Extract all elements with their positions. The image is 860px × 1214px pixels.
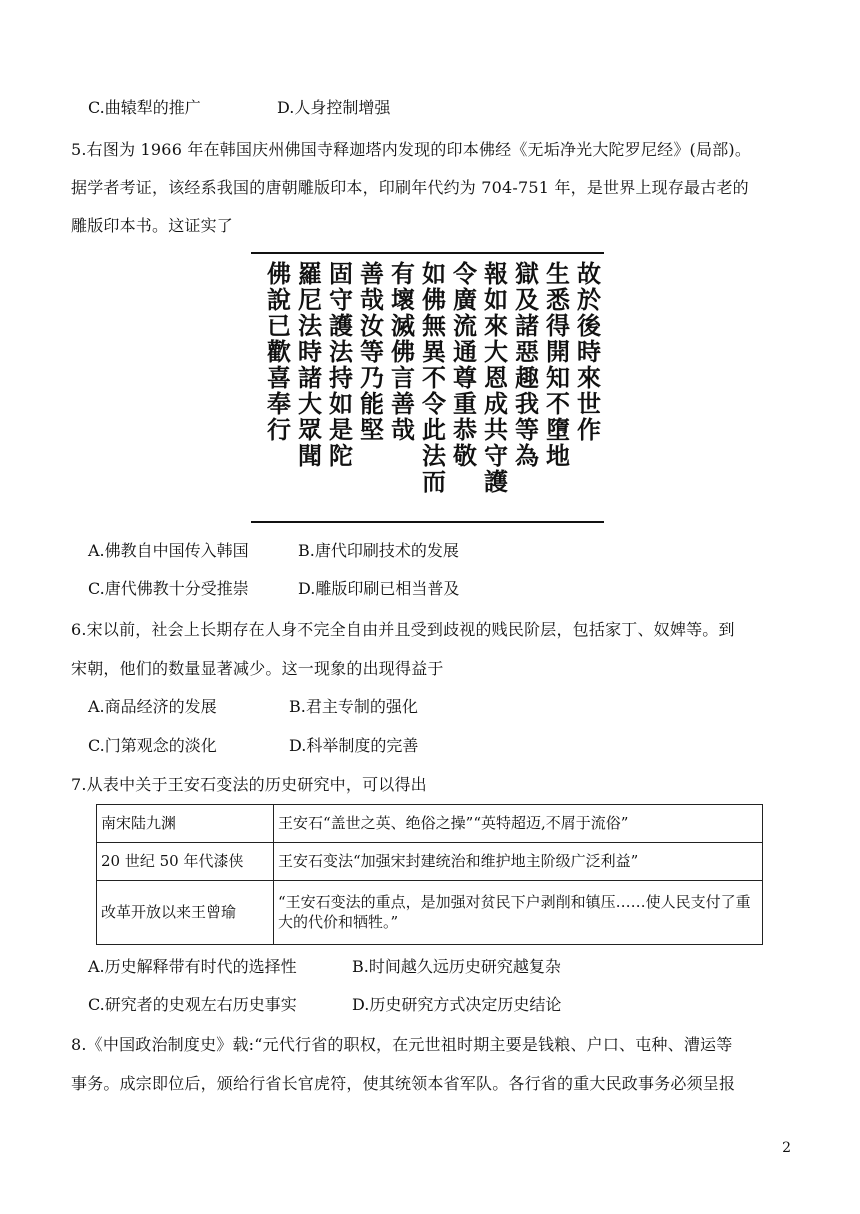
scripture-column xyxy=(577,259,602,444)
q6-option-a: A.商品经济的发展 xyxy=(88,697,217,716)
scripture-character: 善 xyxy=(391,389,415,418)
scripture-character: 不 xyxy=(422,363,446,392)
scripture-character: 於 xyxy=(577,285,601,314)
q5-stem-line2: 据学者考证，该经系我国的唐朝雕版印本，印刷年代约为 704-751 年，是世界上现存最古老的 xyxy=(71,178,749,197)
scripture-bottom-rule xyxy=(251,521,604,523)
scripture-character: 諸 xyxy=(515,311,539,340)
q6-option-b: B.君主专制的强化 xyxy=(289,697,418,716)
scripture-character: 汝 xyxy=(360,311,384,340)
q6-option-d: D.科举制度的完善 xyxy=(289,736,419,755)
q5-option-d: D.雕版印刷已相当普及 xyxy=(298,579,460,598)
scripture-character: 地 xyxy=(546,441,570,470)
q8-stem-line1: 8.《中国政治制度史》载:“元代行省的职权，在元世祖时期主要是钱粮、户口、屯种、漕运等 xyxy=(71,1035,733,1054)
scripture-character: 持 xyxy=(329,363,353,392)
scripture-character: 惡 xyxy=(515,337,539,366)
scripture-column xyxy=(267,259,291,444)
scripture-character: 能 xyxy=(360,389,384,418)
scripture-character: 諸 xyxy=(298,363,322,392)
scripture-character: 如 xyxy=(329,389,353,418)
scripture-character: 我 xyxy=(515,389,539,418)
scripture-character: 大 xyxy=(484,337,508,366)
scripture-column xyxy=(484,259,509,496)
q5-option-b: B.唐代印刷技术的发展 xyxy=(298,541,459,560)
q5-option-a: A.佛教自中国传入韩国 xyxy=(88,541,249,560)
scripture-character: 奉 xyxy=(267,389,291,418)
scripture-character: 令 xyxy=(422,389,446,418)
scripture-character: 開 xyxy=(546,337,570,366)
scripture-character: 時 xyxy=(577,337,601,366)
scripture-character: 及 xyxy=(515,285,539,314)
q4-option-d: D.人身控制增强 xyxy=(277,98,391,117)
scripture-character: 法 xyxy=(298,311,322,340)
scripture-column xyxy=(515,259,539,470)
scripture-column xyxy=(298,259,323,470)
scripture-character: 流 xyxy=(453,311,477,340)
scripture-character: 堅 xyxy=(360,415,384,444)
scripture-character: 尼 xyxy=(298,285,322,314)
scripture-character: 異 xyxy=(422,337,446,366)
scripture-character: 佛 xyxy=(391,337,415,366)
table-cell-view: 王安石“盖世之英、绝俗之操”“英特超迈,不屑于流俗” xyxy=(274,805,763,843)
page-number: 2 xyxy=(782,1140,791,1156)
scripture-character: 護 xyxy=(329,311,353,340)
scripture-character: 已 xyxy=(267,311,291,340)
scripture-character: 趣 xyxy=(515,363,539,392)
scripture-character: 說 xyxy=(267,285,291,314)
scripture-character: 言 xyxy=(391,363,415,392)
scripture-character: 善 xyxy=(360,259,384,288)
scripture-character: 報 xyxy=(484,259,508,288)
q6-stem-line1: 6.宋以前，社会上长期存在人身不完全自由并且受到歧视的贱民阶层，包括家丁、奴婢等。到 xyxy=(71,620,735,639)
table-row xyxy=(97,842,763,880)
scripture-column xyxy=(360,259,384,444)
scripture-character: 恩 xyxy=(484,363,508,392)
scripture-image xyxy=(251,252,604,523)
scripture-character: 敬 xyxy=(453,441,477,470)
scripture-character: 固 xyxy=(329,259,353,288)
historiography-table xyxy=(96,804,763,945)
q7-option-b: B.时间越久远历史研究越复杂 xyxy=(352,957,561,976)
scripture-character: 共 xyxy=(484,415,508,444)
q4-option-c: C.曲辕犁的推广 xyxy=(88,98,201,117)
q5-option-c: C.唐代佛教十分受推崇 xyxy=(88,579,249,598)
table-row xyxy=(97,880,763,944)
scripture-character: 此 xyxy=(422,415,446,444)
scripture-character: 後 xyxy=(577,311,601,340)
scripture-character: 成 xyxy=(484,389,508,418)
scripture-character: 作 xyxy=(577,415,601,444)
scripture-column xyxy=(422,259,447,496)
scripture-character: 行 xyxy=(267,415,291,444)
scripture-character: 通 xyxy=(453,337,477,366)
scripture-character: 如 xyxy=(422,259,446,288)
scripture-character: 獄 xyxy=(515,259,539,288)
scripture-character: 喜 xyxy=(267,363,291,392)
scripture-character: 哉 xyxy=(360,285,384,314)
scripture-character: 恭 xyxy=(453,415,477,444)
scripture-column xyxy=(329,259,354,470)
scripture-character: 生 xyxy=(546,259,570,288)
scripture-character: 來 xyxy=(577,363,601,392)
scripture-character: 廣 xyxy=(453,285,477,314)
scripture-character: 聞 xyxy=(298,441,322,470)
table-row xyxy=(97,805,763,843)
q5-stem-line1: 5.右图为 1966 年在韩国庆州佛国寺释迦塔内发现的印本佛经《无垢净光大陀罗尼经》(局部)。 xyxy=(71,140,752,159)
scripture-character: 護 xyxy=(484,467,508,496)
scripture-character: 有 xyxy=(391,259,415,288)
scripture-character: 等 xyxy=(515,415,539,444)
scripture-character: 知 xyxy=(546,363,570,392)
table-cell-who: 改革开放以来王曾瑜 xyxy=(97,880,274,944)
scripture-character: 如 xyxy=(484,285,508,314)
q7-stem: 7.从表中关于王安石变法的历史研究中，可以得出 xyxy=(71,775,427,794)
scripture-character: 來 xyxy=(484,311,508,340)
q6-option-c: C.门第观念的淡化 xyxy=(88,736,217,755)
scripture-character: 壞 xyxy=(391,285,415,314)
scripture-character: 守 xyxy=(484,441,508,470)
scripture-character: 無 xyxy=(422,311,446,340)
scripture-character: 世 xyxy=(577,389,601,418)
scripture-column xyxy=(391,259,415,444)
scripture-character: 墮 xyxy=(546,415,570,444)
scripture-character: 而 xyxy=(422,467,446,496)
q5-stem-line3: 雕版印本书。这证实了 xyxy=(71,216,234,235)
q7-option-a: A.历史解释带有时代的选择性 xyxy=(88,957,297,976)
table-cell-view: 王安石变法“加强宋封建统治和维护地主阶级广泛利益” xyxy=(274,842,763,880)
scripture-character: 為 xyxy=(515,441,539,470)
scripture-character: 守 xyxy=(329,285,353,314)
table-cell-who: 20 世纪 50 年代漆侠 xyxy=(97,842,274,880)
scripture-character: 歡 xyxy=(267,337,291,366)
scripture-character: 重 xyxy=(453,389,477,418)
scripture-character: 陀 xyxy=(329,441,353,470)
table-cell-view: “王安石变法的重点，是加强对贫民下户剥削和镇压……使人民支付了重大的代价和牺牲。” xyxy=(274,880,763,944)
scripture-character: 等 xyxy=(360,337,384,366)
q6-stem-line2: 宋朝，他们的数量显著减少。这一现象的出现得益于 xyxy=(71,659,444,678)
table-cell-who: 南宋陆九渊 xyxy=(97,805,274,843)
q7-option-d: D.历史研究方式决定历史结论 xyxy=(352,995,562,1014)
scripture-character: 是 xyxy=(329,415,353,444)
scripture-character: 法 xyxy=(422,441,446,470)
scripture-character: 時 xyxy=(298,337,322,366)
scripture-character: 不 xyxy=(546,389,570,418)
scripture-character: 法 xyxy=(329,337,353,366)
scripture-character: 羅 xyxy=(298,259,322,288)
scripture-character: 故 xyxy=(577,259,601,288)
scripture-character: 滅 xyxy=(391,311,415,340)
scripture-character: 大 xyxy=(298,389,322,418)
scripture-character: 令 xyxy=(453,259,477,288)
q7-option-c: C.研究者的史观左右历史事实 xyxy=(88,995,297,1014)
scripture-character: 尊 xyxy=(453,363,477,392)
scripture-character: 得 xyxy=(546,311,570,340)
scripture-print xyxy=(251,252,604,523)
scripture-character: 佛 xyxy=(422,285,446,314)
scripture-column xyxy=(452,259,478,470)
scripture-character: 乃 xyxy=(360,363,384,392)
scripture-character: 哉 xyxy=(391,415,415,444)
scripture-column xyxy=(546,259,571,470)
q8-stem-line2: 事务。成宗即位后，颁给行省长官虎符，使其统领本省军队。各行省的重大民政事务必须呈报 xyxy=(71,1074,736,1093)
scripture-character: 悉 xyxy=(546,285,570,314)
scripture-character: 佛 xyxy=(267,259,291,288)
scripture-character: 眾 xyxy=(298,415,322,444)
